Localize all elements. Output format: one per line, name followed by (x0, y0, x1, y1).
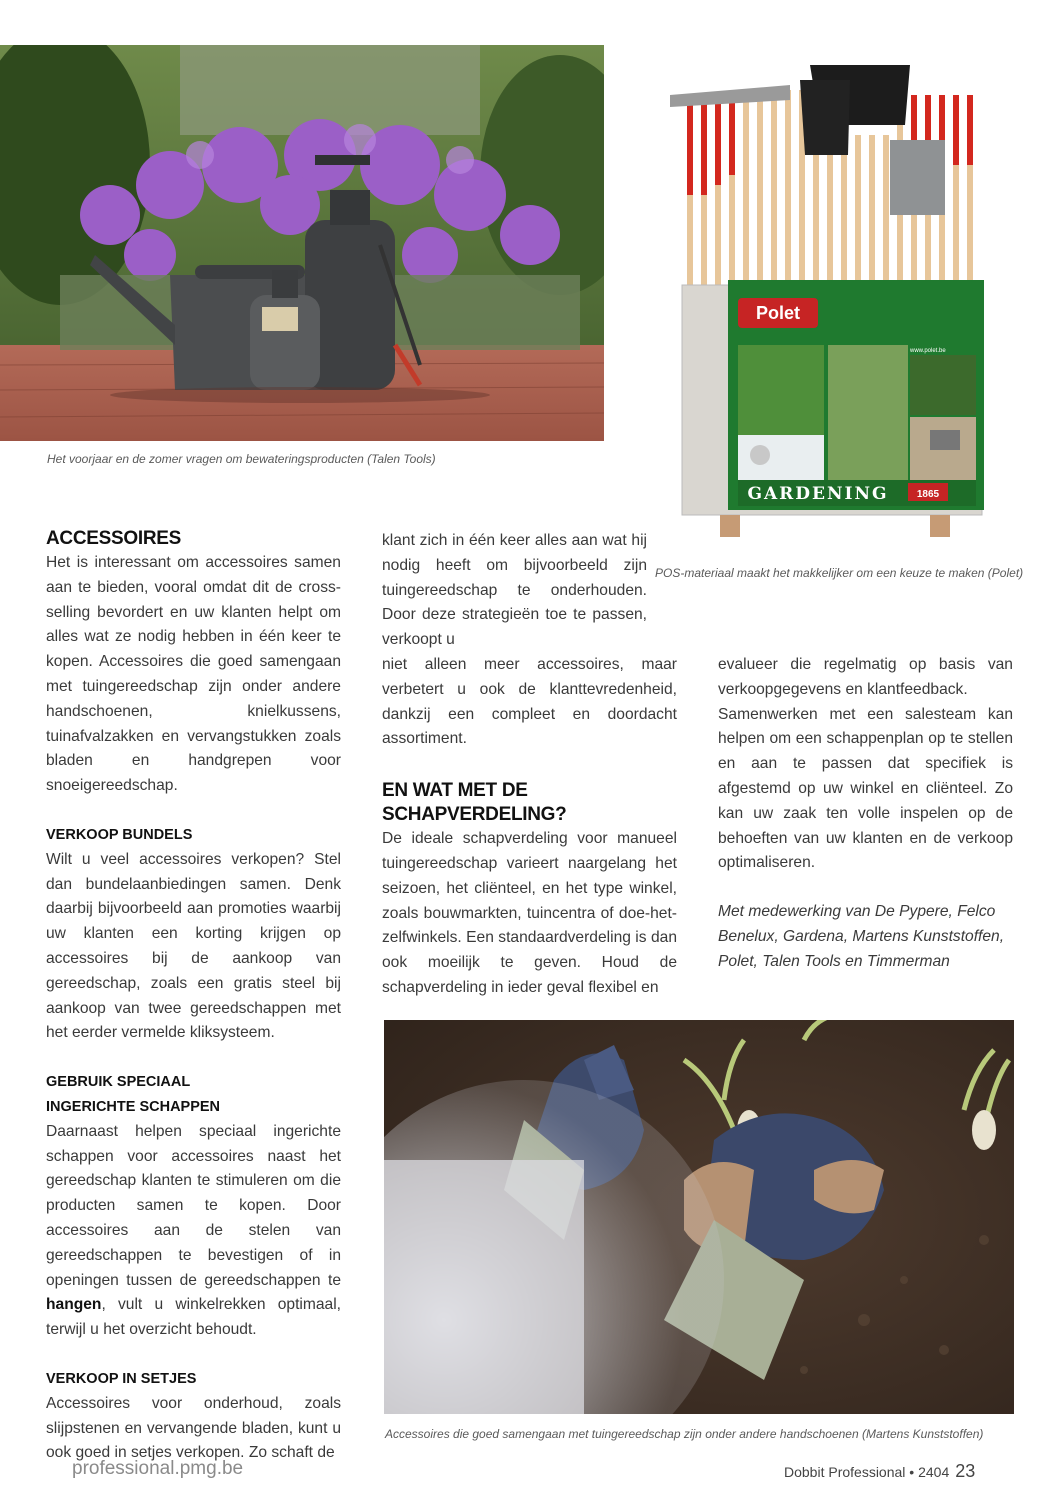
text-speciaal-schappen-a: Daarnaast helpen speciaal ingerichte schappen voor accessoires naast het gereedschap klanten te stimuleren om die producten samen te kopen. Door accessoires aan de stelen van gereedschappen te bevestigen of in openingen tussen de gereedschappen te (46, 1122, 341, 1289)
heading-schapverdeling-line1: EN WAT MET DE (382, 780, 528, 802)
polet-display-illustration (660, 55, 1000, 545)
caption-gloves: Accessoires die goed samengaan met tuingereedschap zijn onder andere handschoenen (Martens Kunststoffen) (385, 1427, 984, 1441)
heading-speciaal-schappen-line1: GEBRUIK SPECIAAL (46, 1074, 191, 1091)
text-accessoires: Het is interessant om accessoires samen aan te bieden, vooral omdat dit de cross-selling bevordert en uw klanten helpt om alles wat ze nodig hebben in één keer te kopen. Accessoires die goed samengaan met tuingereedschap zijn onder andere handschoenen, knielkussens, tuinafvalzakken en vervangstukken zoals bladen en handgrepen voor snoeigereedschap. (46, 554, 341, 795)
heading-verkoop-bundels: VERKOOP BUNDELS (46, 826, 193, 843)
text-schapverdeling: De ideale schapverdeling voor manueel tuingereedschap varieert naargelang het seizoen, het cliënteel, en het type winkel, zoals bouwmarkten, tuincentra of doe-het-zelfwinkels. Een standaardverdeling is dan ook moeilijk te geven. Houd de schapverdeling in ieder geval flexibel en (382, 830, 677, 996)
polet-logo-text: Polet (755, 303, 801, 323)
polet-url: www.polet.be (910, 348, 946, 354)
photo-watering-illustration (0, 45, 604, 441)
footer-issue (784, 1461, 975, 1482)
polet-year: 1865 (916, 489, 940, 500)
text-col3-b: Samenwerken met een salesteam kan helpen om een schappenplan op te stellen en aan te passen dat specifiek is afgestemd op uw winkel en cliënteel. Zo kan uw zaak ten volle inspelen op de behoeften van uw klanten en de verkoop optimaliseren. (718, 705, 1013, 872)
text-verkoop-setjes: Accessoires voor onderhoud, zoals slijpstenen en vervangende bladen, kunt u ook goed in setjes verkopen. Zo schaft de (46, 1394, 341, 1462)
photo-gloves-illustration (384, 1020, 1014, 1414)
footer-issue-label: Dobbit Professional • 2404 (784, 1464, 950, 1480)
column-3 (718, 653, 1013, 975)
caption-watering-products: Het voorjaar en de zomer vragen om bewateringsproducten (Talen Tools) (47, 452, 436, 466)
text-credits: Met medewerking van De Pypere, Felco Benelux, Gardena, Martens Kunststoffen, Polet, Talen Tools en Timmerman (718, 903, 1005, 970)
caption-polet-display: POS-materiaal maakt het makkelijker om een keuze te maken (Polet) (655, 566, 1024, 580)
heading-speciaal-schappen-line2: INGERICHTE SCHAPPEN (46, 1098, 221, 1115)
text-col2-top: klant zich in één keer alles aan wat hij nodig heeft om bijvoorbeeld zijn tuingereedschap te onderhouden. Door deze strategieën toe te passen, verkoopt u (382, 532, 647, 649)
heading-verkoop-setjes: VERKOOP IN SETJES (46, 1370, 197, 1387)
polet-gardening-banner: GARDENING (747, 484, 889, 504)
photo-gloves (384, 1020, 1014, 1414)
text-hangen-bold: hangen (46, 1296, 102, 1314)
column-1 (46, 527, 341, 1466)
text-col2-mid: niet alleen meer accessoires, maar verbetert u ook de klanttevredenheid, dankzij een compleet en doordacht assortiment. (382, 656, 677, 748)
photo-polet-display (660, 55, 1000, 545)
text-speciaal-schappen (46, 1120, 341, 1343)
photo-watering-products (0, 45, 604, 441)
column-2-top (382, 529, 647, 653)
text-speciaal-schappen-b: , vult u winkelrekken optimaal, terwijl u het overzicht behoudt. (46, 1296, 341, 1339)
heading-schapverdeling-line2: SCHAPVERDELING? (382, 804, 567, 826)
text-verkoop-bundels: Wilt u veel accessoires verkopen? Stel dan bundelaanbiedingen samen. Denk daarbij bijvoorbeeld aan promoties waarbij uw klanten een korting krijgen op accessoires bij de aankoop van gereedschap, zoals een gratis steel bij aankoop van twee gereedschappen met het eerder vermelde kliksysteem. (46, 850, 341, 1042)
footer-website-link[interactable]: professional.pmg.be (72, 1458, 244, 1479)
heading-accessoires: ACCESSOIRES (46, 528, 182, 549)
footer-page-number: 23 (955, 1461, 976, 1481)
column-2 (382, 653, 677, 1001)
text-col3-a: evalueer die regelmatig op basis van verkoopgegevens en klantfeedback. (718, 656, 1013, 698)
